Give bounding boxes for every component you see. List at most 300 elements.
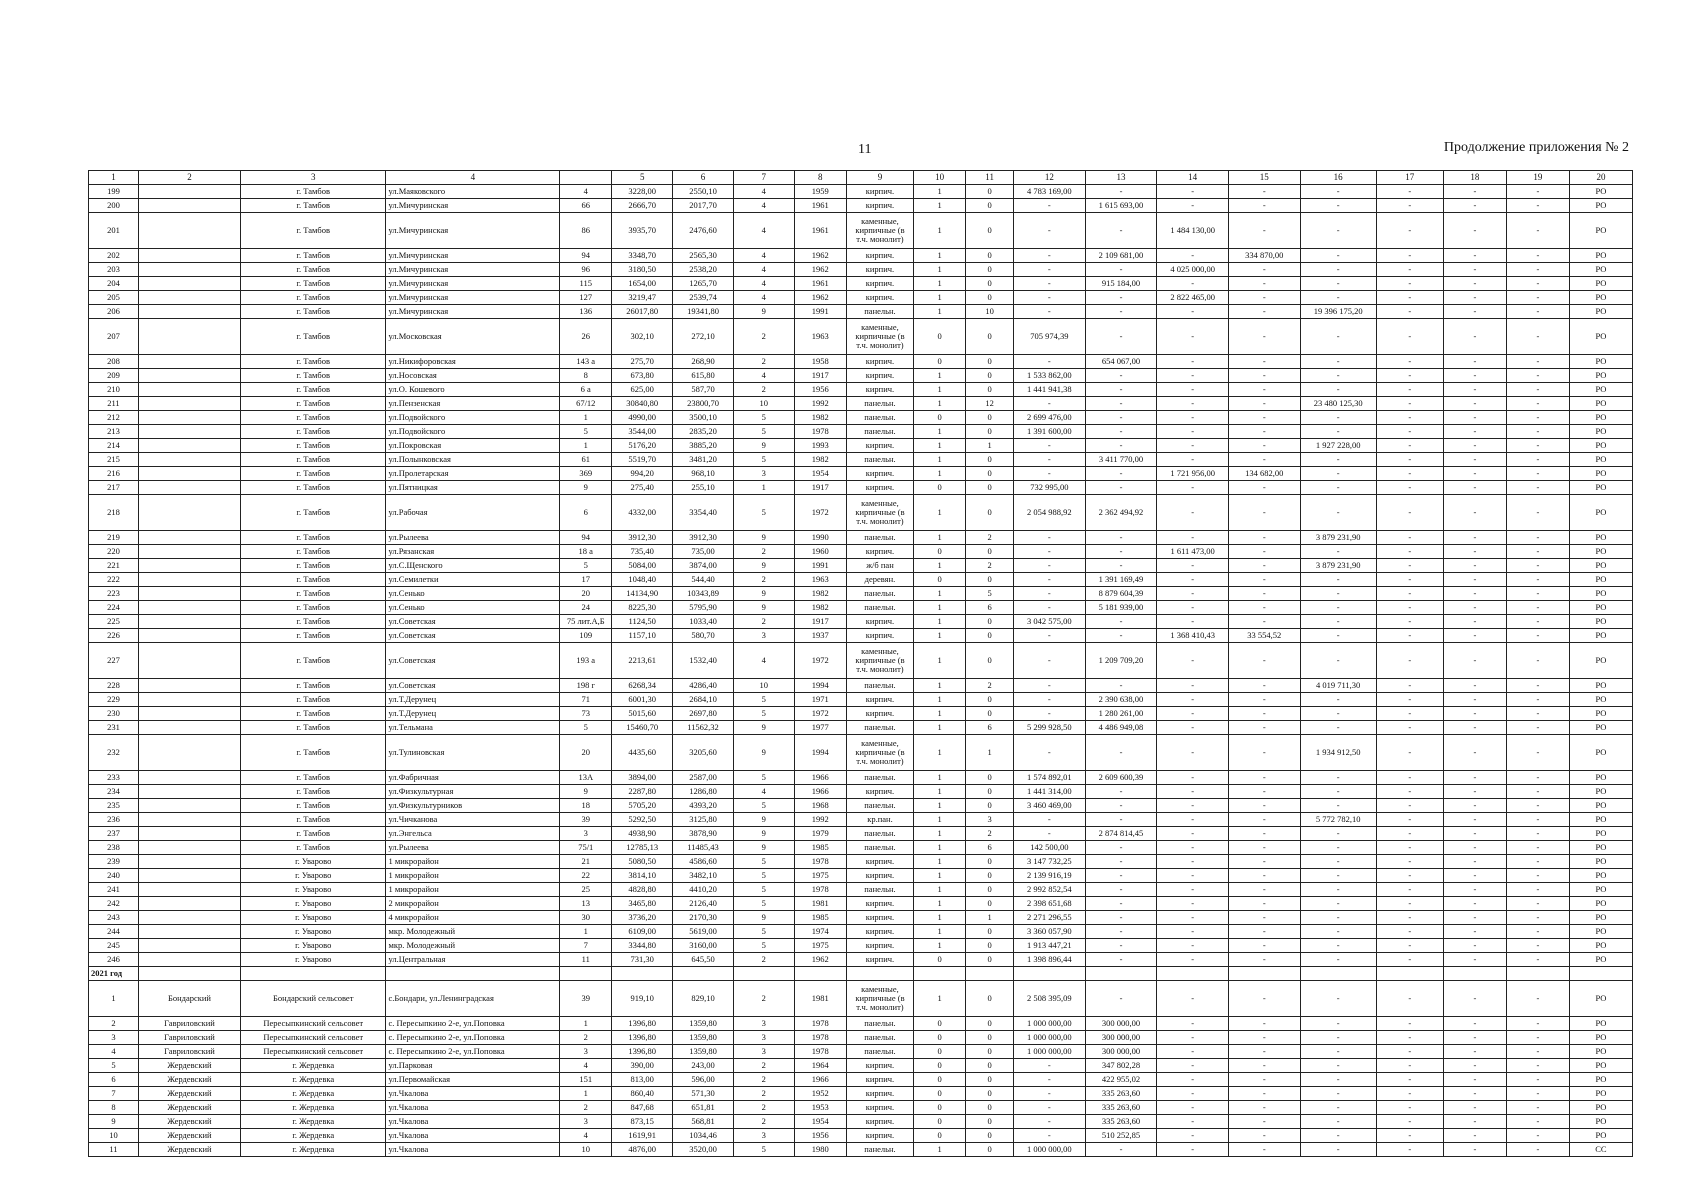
table-cell: 994,20 <box>612 467 673 481</box>
table-cell: 1 <box>560 411 612 425</box>
table-cell: - <box>1506 249 1569 263</box>
table-cell: - <box>1506 291 1569 305</box>
table-cell: - <box>1085 545 1157 559</box>
table-cell: 255,10 <box>673 481 734 495</box>
table-cell: 223 <box>89 587 139 601</box>
table-cell: 3878,90 <box>673 827 734 841</box>
table-cell: - <box>1376 1087 1443 1101</box>
table-cell <box>138 319 240 355</box>
table-cell: 1974 <box>794 925 846 939</box>
table-cell: - <box>1085 531 1157 545</box>
table-cell: 5 299 928,50 <box>1014 721 1086 735</box>
table-cell: 0 <box>966 925 1014 939</box>
table-cell: - <box>1157 1129 1229 1143</box>
table-cell: - <box>1506 785 1569 799</box>
table-cell: - <box>1085 629 1157 643</box>
column-header-2: 2 <box>138 171 240 185</box>
table-cell: 73 <box>560 707 612 721</box>
table-cell: - <box>1014 1115 1086 1129</box>
table-cell: 1 441 314,00 <box>1014 785 1086 799</box>
table-cell: РО <box>1569 629 1632 643</box>
table-cell: - <box>1376 953 1443 967</box>
table-cell: ул.Подвойского <box>386 411 560 425</box>
table-cell: 234 <box>89 785 139 799</box>
table-cell: 4938,90 <box>612 827 673 841</box>
table-cell: 422 955,02 <box>1085 1073 1157 1087</box>
table-cell: 1 <box>914 771 966 785</box>
table-cell: - <box>1376 721 1443 735</box>
table-cell: 0 <box>966 629 1014 643</box>
table-cell: 1265,70 <box>673 277 734 291</box>
table-cell: 4990,00 <box>612 411 673 425</box>
table-cell: 2684,10 <box>673 693 734 707</box>
table-cell: 3 <box>560 1115 612 1129</box>
table-cell: - <box>1376 411 1443 425</box>
table-cell: панельн. <box>846 1017 913 1031</box>
table-cell: 1962 <box>794 249 846 263</box>
table-cell: 220 <box>89 545 139 559</box>
table-cell: панельн. <box>846 1045 913 1059</box>
table-cell: - <box>1443 799 1506 813</box>
table-cell: - <box>1228 355 1300 369</box>
table-cell: 1359,80 <box>673 1045 734 1059</box>
table-cell: 1048,40 <box>612 573 673 587</box>
table-cell: - <box>1157 981 1229 1017</box>
table-cell: - <box>1506 425 1569 439</box>
table-cell: - <box>1014 199 1086 213</box>
table-cell: 0 <box>966 199 1014 213</box>
table-cell: 33 554,52 <box>1228 629 1300 643</box>
table-cell: 199 <box>89 185 139 199</box>
table-cell: - <box>1228 785 1300 799</box>
table-cell: - <box>1376 1059 1443 1073</box>
table-row <box>89 411 1633 425</box>
table-cell: 1956 <box>794 383 846 397</box>
table-cell: - <box>1300 291 1376 305</box>
table-cell: 1953 <box>794 1101 846 1115</box>
table-cell: - <box>1228 559 1300 573</box>
table-cell: 1 <box>560 1087 612 1101</box>
table-cell: 5 <box>89 1059 139 1073</box>
table-cell: 2 390 638,00 <box>1085 693 1157 707</box>
table-cell: 1966 <box>794 785 846 799</box>
table-cell: - <box>1085 1143 1157 1157</box>
table-cell: 3 <box>733 1129 794 1143</box>
table-cell: 0 <box>966 213 1014 249</box>
table-cell: Бондарский сельсовет <box>241 981 386 1017</box>
table-cell: 705 974,39 <box>1014 319 1086 355</box>
table-cell: 30840,80 <box>612 397 673 411</box>
table-cell: - <box>1085 939 1157 953</box>
table-cell: 1 <box>914 249 966 263</box>
table-cell: - <box>1300 869 1376 883</box>
table-cell: - <box>1300 277 1376 291</box>
table-cell: 61 <box>560 453 612 467</box>
table-cell: 1981 <box>794 897 846 911</box>
table-cell: 115 <box>560 277 612 291</box>
table-cell: - <box>1014 827 1086 841</box>
table-cell: - <box>1300 249 1376 263</box>
table-cell: 1 <box>914 615 966 629</box>
table-cell: - <box>1014 1129 1086 1143</box>
table-cell: г. Тамбов <box>241 397 386 411</box>
table-cell: РО <box>1569 185 1632 199</box>
table-cell: 1963 <box>794 319 846 355</box>
table-cell: Жердевский <box>138 1129 240 1143</box>
table-cell: 241 <box>89 883 139 897</box>
table-row <box>89 453 1633 467</box>
table-cell: ул.Советская <box>386 629 560 643</box>
table-cell: 202 <box>89 249 139 263</box>
table-cell: 1 <box>914 587 966 601</box>
table-cell: 275,40 <box>612 481 673 495</box>
table-cell: Пересыпкинский сельсовет <box>241 1017 386 1031</box>
table-cell: - <box>1300 855 1376 869</box>
table-cell: - <box>1506 263 1569 277</box>
table-cell: 26 <box>560 319 612 355</box>
table-cell: - <box>1376 827 1443 841</box>
table-cell: - <box>1443 601 1506 615</box>
table-cell: 206 <box>89 305 139 319</box>
table-cell: 9 <box>733 911 794 925</box>
table-cell: 243,00 <box>673 1059 734 1073</box>
table-cell: - <box>1300 785 1376 799</box>
table-cell: 1 <box>914 277 966 291</box>
table-cell: 1 микрорайон <box>386 869 560 883</box>
table-row <box>89 439 1633 453</box>
table-cell: ул.Тулиновская <box>386 735 560 771</box>
table-cell: ул.Чкалова <box>386 1115 560 1129</box>
table-cell: - <box>1376 369 1443 383</box>
table-cell <box>138 531 240 545</box>
table-cell: 5795,90 <box>673 601 734 615</box>
table-cell: РО <box>1569 813 1632 827</box>
table-cell: 2 <box>733 355 794 369</box>
table-cell: 0 <box>914 1017 966 1031</box>
table-cell: РО <box>1569 249 1632 263</box>
table-cell: кр.пан. <box>846 813 913 827</box>
table-row <box>89 601 1633 615</box>
table-cell: 134 682,00 <box>1228 467 1300 481</box>
table-row <box>89 721 1633 735</box>
table-cell: 0 <box>914 1101 966 1115</box>
table-cell: панельн. <box>846 679 913 693</box>
table-cell: 1 <box>560 1017 612 1031</box>
table-cell: 109 <box>560 629 612 643</box>
table-cell: - <box>1506 319 1569 355</box>
table-cell: 3465,80 <box>612 897 673 911</box>
table-cell: 1963 <box>794 573 846 587</box>
table-cell: 1979 <box>794 827 846 841</box>
empty-cell <box>733 967 794 981</box>
table-cell: 94 <box>560 249 612 263</box>
table-cell: 5080,50 <box>612 855 673 869</box>
table-cell: панельн. <box>846 425 913 439</box>
table-cell: ул.Чкалова <box>386 1129 560 1143</box>
table-cell: - <box>1085 425 1157 439</box>
table-cell: 0 <box>966 883 1014 897</box>
table-cell: - <box>1443 1101 1506 1115</box>
table-cell: - <box>1376 213 1443 249</box>
table-cell: - <box>1300 1031 1376 1045</box>
table-cell: - <box>1014 573 1086 587</box>
table-cell: - <box>1085 411 1157 425</box>
table-cell: 1 <box>914 981 966 1017</box>
table-cell: - <box>1014 679 1086 693</box>
table-cell: 2 <box>733 615 794 629</box>
table-cell: 0 <box>966 467 1014 481</box>
table-cell: 3 460 469,00 <box>1014 799 1086 813</box>
table-cell: 228 <box>89 679 139 693</box>
table-cell: 222 <box>89 573 139 587</box>
table-cell: 216 <box>89 467 139 481</box>
table-cell: 4876,00 <box>612 1143 673 1157</box>
table-cell: 3 <box>733 467 794 481</box>
table-cell: - <box>1014 439 1086 453</box>
table-cell: РО <box>1569 545 1632 559</box>
table-cell: 24 <box>560 601 612 615</box>
table-cell: 0 <box>966 897 1014 911</box>
table-cell: 1 <box>914 369 966 383</box>
table-cell <box>138 601 240 615</box>
table-cell: - <box>1506 855 1569 869</box>
table-cell: 2170,30 <box>673 911 734 925</box>
table-cell: - <box>1506 841 1569 855</box>
table-cell: 1 <box>966 735 1014 771</box>
table-cell: - <box>1300 495 1376 531</box>
table-cell: РО <box>1569 277 1632 291</box>
table-cell: - <box>1014 1087 1086 1101</box>
table-cell: - <box>1443 277 1506 291</box>
table-cell: 1961 <box>794 277 846 291</box>
table-cell: - <box>1376 735 1443 771</box>
table-cell: - <box>1443 355 1506 369</box>
table-cell: 0 <box>914 1059 966 1073</box>
table-cell: 6 <box>966 721 1014 735</box>
table-cell: 5 <box>733 693 794 707</box>
table-cell: 4 <box>560 1059 612 1073</box>
table-cell: РО <box>1569 707 1632 721</box>
table-cell: 0 <box>966 369 1014 383</box>
table-cell: - <box>1157 869 1229 883</box>
table-cell: РО <box>1569 573 1632 587</box>
table-cell: 1654,00 <box>612 277 673 291</box>
table-cell: 5619,00 <box>673 925 734 939</box>
table-cell: - <box>1443 883 1506 897</box>
table-cell: 968,10 <box>673 467 734 481</box>
table-cell: РО <box>1569 305 1632 319</box>
table-cell: 0 <box>966 573 1014 587</box>
table-cell: 0 <box>966 425 1014 439</box>
table-cell: 2 398 651,68 <box>1014 897 1086 911</box>
table-cell: 39 <box>560 813 612 827</box>
table-cell: 3 <box>560 1045 612 1059</box>
table-cell <box>138 467 240 481</box>
table-cell: 5 <box>733 883 794 897</box>
table-cell: 219 <box>89 531 139 545</box>
table-cell: 3 <box>733 1031 794 1045</box>
table-cell: 300 000,00 <box>1085 1017 1157 1031</box>
table-row <box>89 531 1633 545</box>
table-cell: панельн. <box>846 411 913 425</box>
table-cell: Жердевский <box>138 1115 240 1129</box>
table-cell <box>138 679 240 693</box>
table-cell: - <box>1443 1143 1506 1157</box>
table-cell: кирпич. <box>846 1059 913 1073</box>
table-cell: ул.Полынковская <box>386 453 560 467</box>
table-cell: - <box>1157 249 1229 263</box>
table-cell: 1 391 600,00 <box>1014 425 1086 439</box>
table-row <box>89 799 1633 813</box>
table-row <box>89 559 1633 573</box>
table-cell: - <box>1376 305 1443 319</box>
table-cell: 2 508 395,09 <box>1014 981 1086 1017</box>
table-cell: РО <box>1569 981 1632 1017</box>
empty-cell <box>1569 967 1632 981</box>
table-cell: РО <box>1569 601 1632 615</box>
table-cell: 1 <box>914 495 966 531</box>
table-cell: - <box>1443 679 1506 693</box>
table-cell: - <box>1085 855 1157 869</box>
table-cell: 3894,00 <box>612 771 673 785</box>
table-cell: 9 <box>733 841 794 855</box>
table-cell: РО <box>1569 587 1632 601</box>
table-cell: - <box>1443 467 1506 481</box>
table-cell: - <box>1157 411 1229 425</box>
table-cell: 334 870,00 <box>1228 249 1300 263</box>
table-cell: 215 <box>89 453 139 467</box>
table-cell: - <box>1228 679 1300 693</box>
table-cell: панельн. <box>846 799 913 813</box>
table-cell: РО <box>1569 1059 1632 1073</box>
table-cell: - <box>1376 481 1443 495</box>
table-cell: 12 <box>966 397 1014 411</box>
table-cell: 0 <box>966 319 1014 355</box>
table-cell: 25 <box>560 883 612 897</box>
table-cell: - <box>1228 305 1300 319</box>
table-cell: РО <box>1569 735 1632 771</box>
table-cell: - <box>1300 453 1376 467</box>
table-cell: - <box>1085 397 1157 411</box>
table-cell: 242 <box>89 897 139 911</box>
table-cell: - <box>1157 319 1229 355</box>
table-cell: Жердевский <box>138 1087 240 1101</box>
column-header-9: 8 <box>794 171 846 185</box>
table-cell: 0 <box>966 785 1014 799</box>
table-cell: - <box>1300 213 1376 249</box>
table-row <box>89 855 1633 869</box>
table-cell: 2 <box>733 1101 794 1115</box>
table-cell: - <box>1376 545 1443 559</box>
table-row <box>89 1031 1633 1045</box>
table-cell: 18 а <box>560 545 612 559</box>
table-cell: г. Жердевка <box>241 1115 386 1129</box>
table-cell: - <box>1376 1101 1443 1115</box>
table-row <box>89 1017 1633 1031</box>
table-cell: - <box>1157 841 1229 855</box>
table-cell: 3 <box>89 1031 139 1045</box>
table-cell: панельн. <box>846 883 913 897</box>
table-cell: РО <box>1569 439 1632 453</box>
table-cell: 245 <box>89 939 139 953</box>
table-cell: РО <box>1569 199 1632 213</box>
table-cell: 0 <box>966 1115 1014 1129</box>
table-cell: г. Жердевка <box>241 1059 386 1073</box>
table-cell: 9 <box>733 721 794 735</box>
table-cell: - <box>1376 355 1443 369</box>
table-cell: 9 <box>733 587 794 601</box>
column-header-5 <box>560 171 612 185</box>
table-cell: - <box>1157 911 1229 925</box>
table-row <box>89 277 1633 291</box>
table-cell: 0 <box>914 1115 966 1129</box>
table-cell: кирпич. <box>846 291 913 305</box>
table-cell: - <box>1085 679 1157 693</box>
table-cell: 2 <box>966 679 1014 693</box>
table-cell: - <box>1376 185 1443 199</box>
table-cell: - <box>1228 939 1300 953</box>
table-cell: - <box>1300 643 1376 679</box>
table-cell: РО <box>1569 799 1632 813</box>
table-cell: 9 <box>733 531 794 545</box>
table-cell: 5292,50 <box>612 813 673 827</box>
table-cell: - <box>1443 1129 1506 1143</box>
table-cell: 1 <box>914 721 966 735</box>
table-cell: кирпич. <box>846 1115 913 1129</box>
table-cell: 1917 <box>794 615 846 629</box>
table-row <box>89 615 1633 629</box>
table-row <box>89 545 1633 559</box>
table-cell: с. Пересыпкино 2-е, ул.Поповка <box>386 1045 560 1059</box>
table-cell: - <box>1376 383 1443 397</box>
table-cell: 5015,60 <box>612 707 673 721</box>
table-cell: ул.Центральная <box>386 953 560 967</box>
table-cell: 1994 <box>794 735 846 771</box>
table-cell: - <box>1443 813 1506 827</box>
table-cell: 615,80 <box>673 369 734 383</box>
table-cell: 0 <box>914 1087 966 1101</box>
empty-cell <box>1443 967 1506 981</box>
table-cell: 735,40 <box>612 545 673 559</box>
table-cell: г. Тамбов <box>241 277 386 291</box>
table-cell: 1 611 473,00 <box>1157 545 1229 559</box>
table-cell: г. Тамбов <box>241 199 386 213</box>
table-cell: 5705,20 <box>612 799 673 813</box>
table-cell: панельн. <box>846 721 913 735</box>
table-cell: 3 879 231,90 <box>1300 531 1376 545</box>
table-cell: г. Тамбов <box>241 467 386 481</box>
table-cell: 0 <box>966 291 1014 305</box>
table-cell: 243 <box>89 911 139 925</box>
table-cell: 1396,80 <box>612 1017 673 1031</box>
table-cell: ул.Рабочая <box>386 495 560 531</box>
table-cell: РО <box>1569 643 1632 679</box>
table-cell: кирпич. <box>846 199 913 213</box>
table-cell: ул.Чкалова <box>386 1143 560 1157</box>
table-cell: 86 <box>560 213 612 249</box>
table-cell: панельн. <box>846 1031 913 1045</box>
table-cell: 9 <box>560 785 612 799</box>
table-cell: деревян. <box>846 573 913 587</box>
table-cell: - <box>1300 355 1376 369</box>
table-cell: 212 <box>89 411 139 425</box>
table-cell: - <box>1157 799 1229 813</box>
table-cell: РО <box>1569 263 1632 277</box>
table-cell: 510 252,85 <box>1085 1129 1157 1143</box>
table-cell: 6 а <box>560 383 612 397</box>
table-cell: 20 <box>560 735 612 771</box>
table-cell: г. Тамбов <box>241 213 386 249</box>
